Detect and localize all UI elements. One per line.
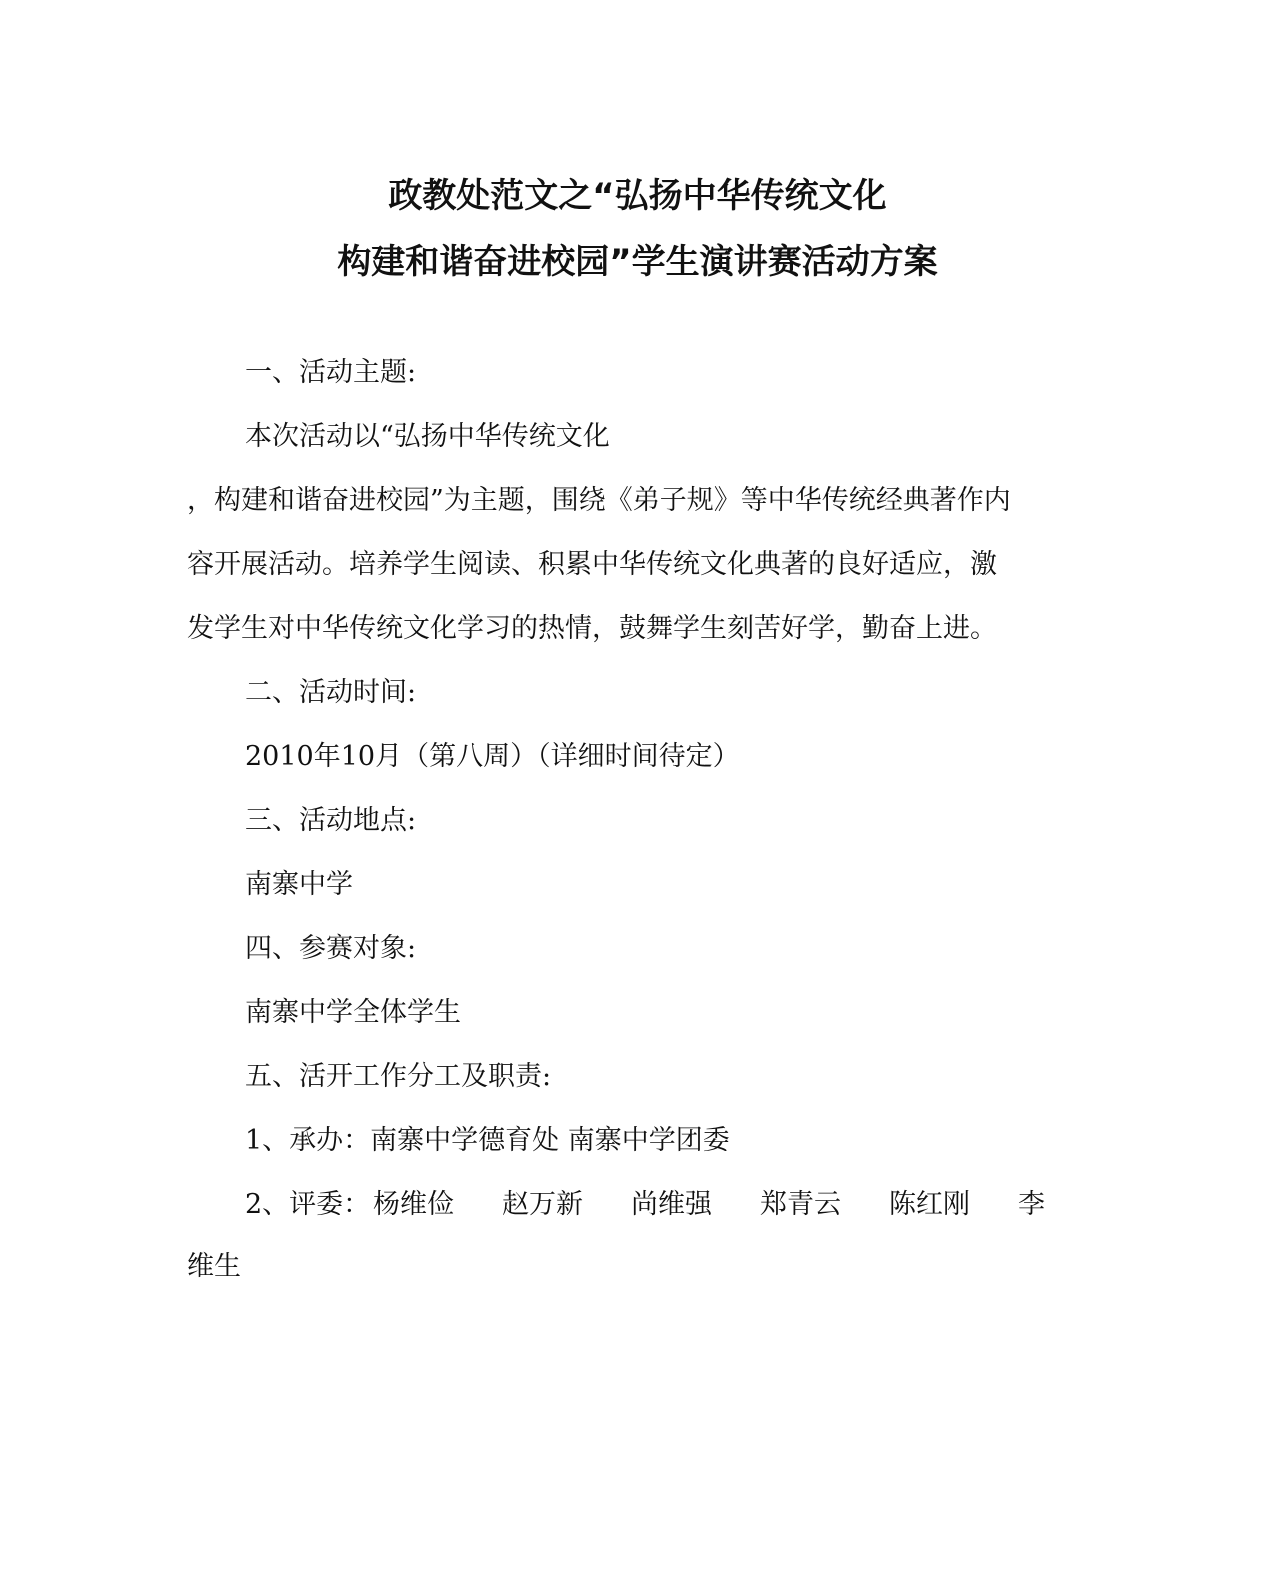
judge-name: 赵万新 [502, 1189, 583, 1220]
document-title-line-1: 政教处范文之“弘扬中华传统文化 [388, 176, 887, 216]
section-1-paragraph-line: 容开展活动。培养学生阅读、积累中华传统文化典著的良好适应，激 [187, 549, 997, 580]
section-1-paragraph-line: ，构建和谐奋进校园”为主题，围绕《弟子规》等中华传统经典著作内 [187, 485, 1011, 516]
section-1-heading: 一、活动主题: [245, 357, 417, 388]
section-2-heading: 二、活动时间: [245, 677, 417, 708]
judges-label: 2、评委： [245, 1189, 371, 1220]
section-5-heading: 五、活开工作分工及职责: [245, 1061, 552, 1092]
judge-name: 杨维俭 [373, 1189, 454, 1220]
judge-name: 李 [1018, 1189, 1045, 1220]
section-5-item-2 [245, 1189, 1045, 1221]
section-1-paragraph-line: 发学生对中华传统文化学习的热情，鼓舞学生刻苦好学，勤奋上进。 [187, 613, 997, 644]
document-title-line-2: 构建和谐奋进校园”学生演讲赛活动方案 [337, 242, 938, 282]
section-1-paragraph-line: 本次活动以“弘扬中华传统文化 [245, 421, 610, 452]
section-2-text: 2010年10月（第八周）（详细时间待定） [245, 741, 740, 772]
section-5-item-1: 1、承办：南寨中学德育处 南寨中学团委 [245, 1125, 730, 1156]
section-4-text: 南寨中学全体学生 [245, 997, 461, 1028]
judges-continuation: 维生 [187, 1251, 241, 1282]
section-3-heading: 三、活动地点: [245, 805, 417, 836]
section-4-heading: 四、参赛对象: [245, 933, 417, 964]
judge-name: 尚维强 [631, 1189, 712, 1220]
judge-name: 郑青云 [760, 1189, 841, 1220]
judge-name: 陈红刚 [889, 1189, 970, 1220]
section-3-text: 南寨中学 [245, 869, 353, 900]
